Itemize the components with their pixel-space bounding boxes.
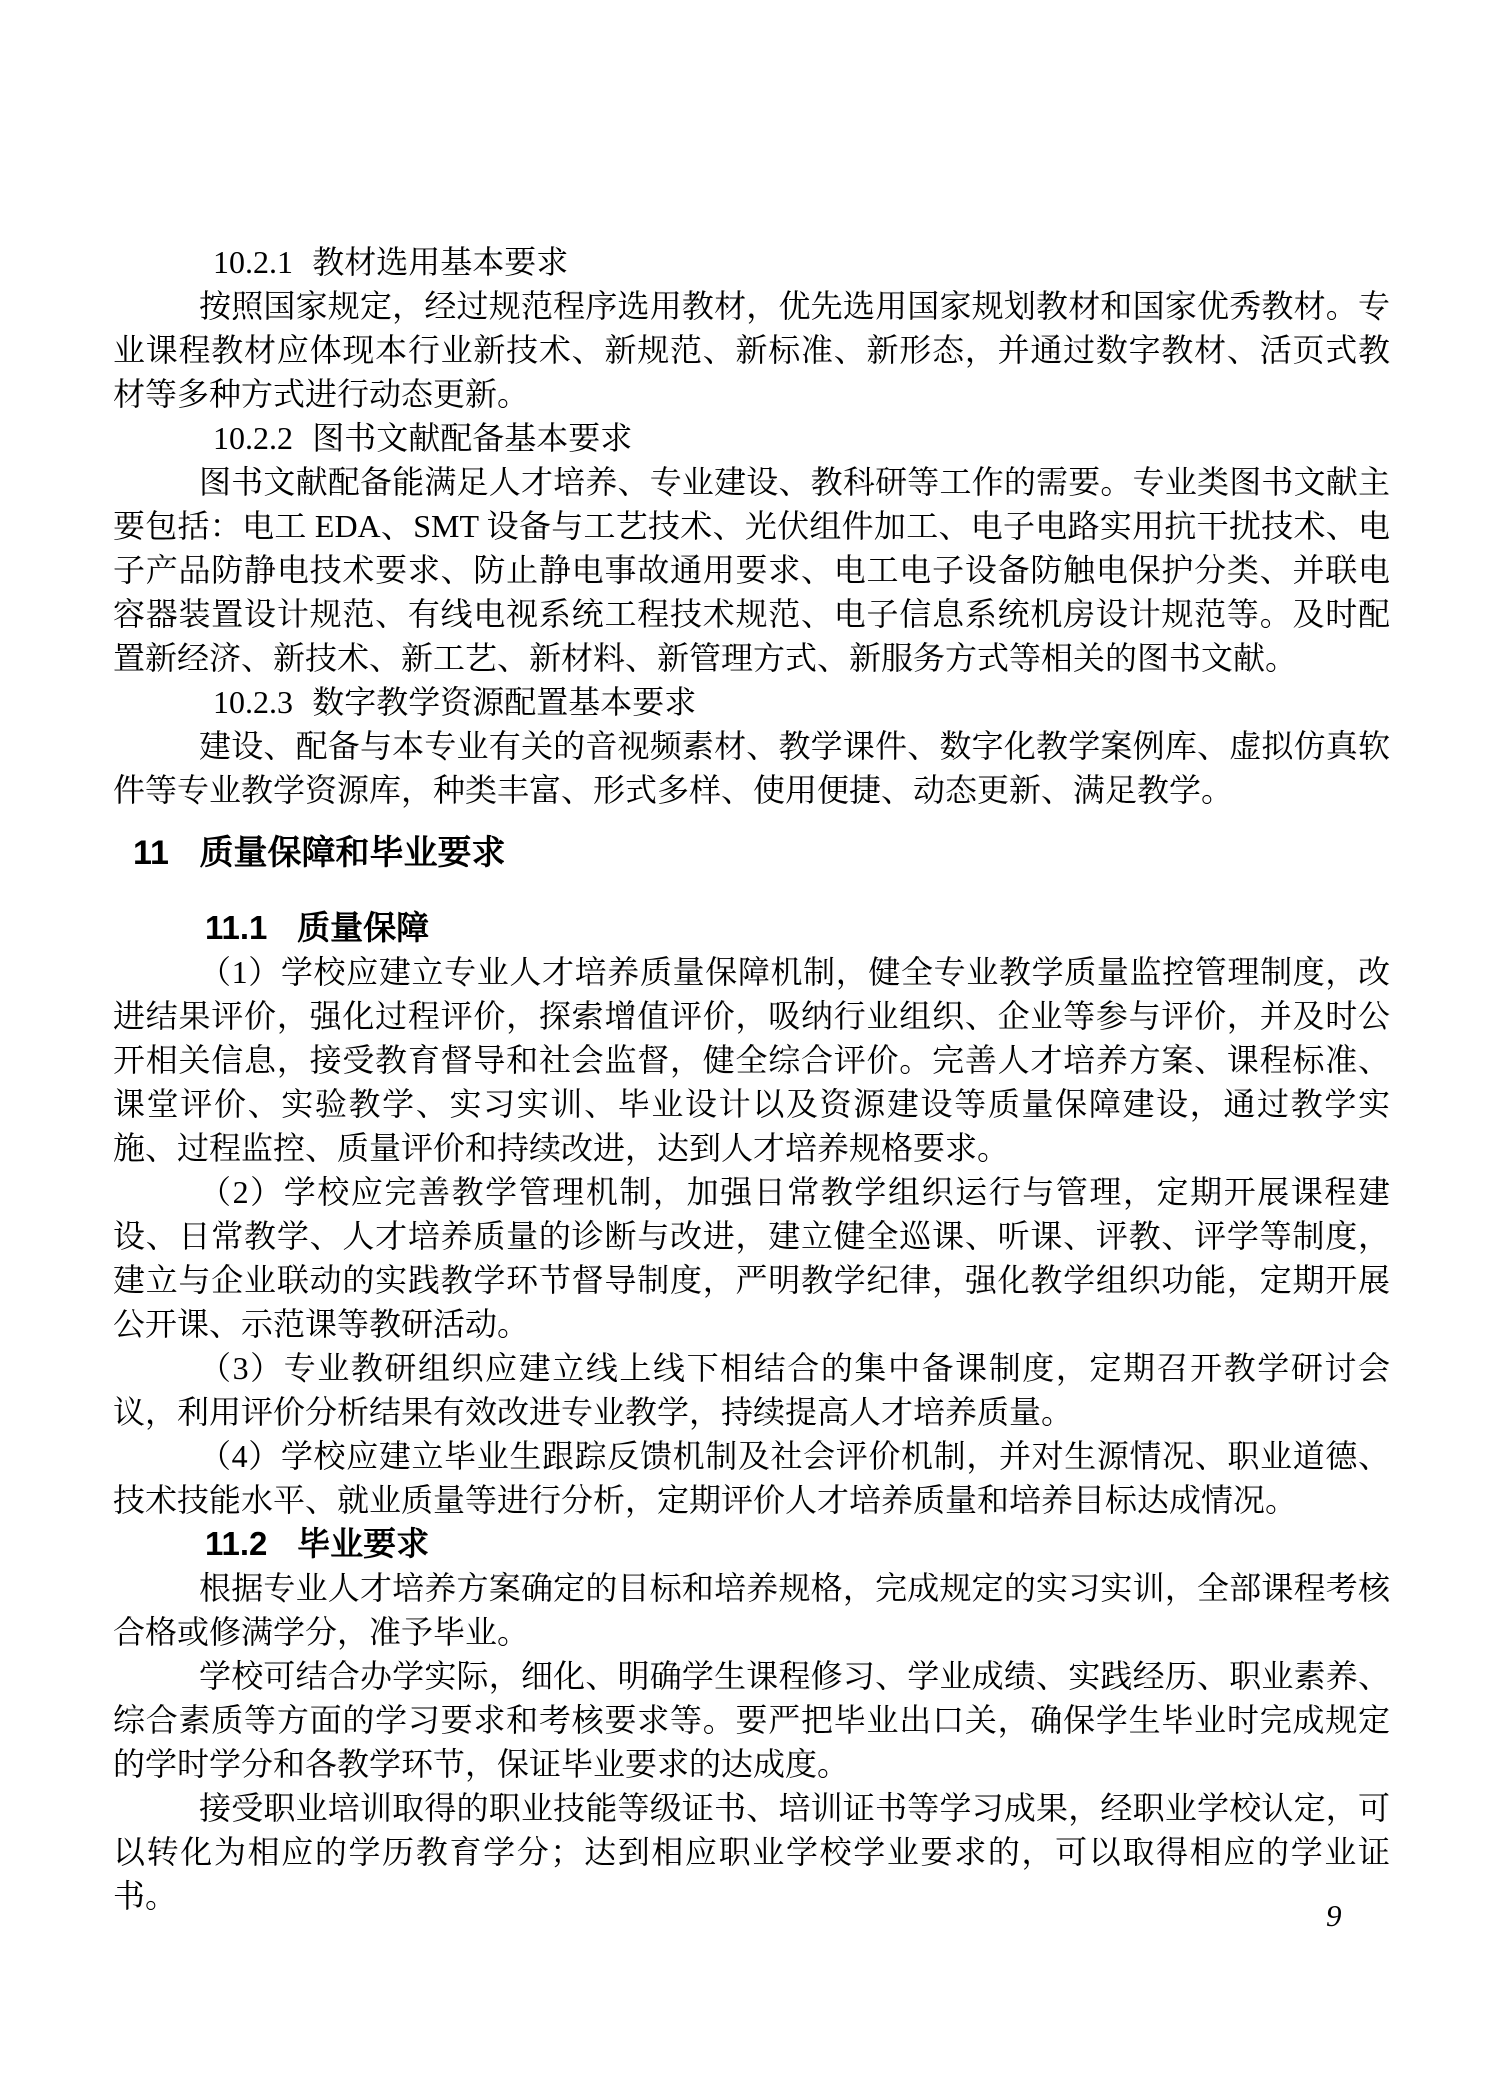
heading-title: 教材选用基本要求 [312,244,569,280]
paragraph: 按照国家规定，经过规范程序选用教材，优先选用国家规划教材和国家优秀教材。专业课程教材应体现本行业新技术、新规范、新标准、新形态，并通过数字教材、活页式教材等多种方式进行动态更新。 [113,288,1390,412]
section-heading-10-2-3 [113,680,1390,724]
section-heading-11 [113,828,1390,878]
heading-number: 11 [133,834,169,872]
section-heading-11-1 [113,906,1390,950]
heading-number: 10.2.3 [213,684,293,720]
section-heading-11-2 [113,1522,1390,1566]
heading-title: 数字教学资源配置基本要求 [312,684,697,720]
heading-number: 10.2.1 [213,244,293,280]
heading-title: 毕业要求 [297,1525,430,1562]
heading-title: 质量保障 [297,909,430,946]
paragraph: 图书文献配备能满足人才培养、专业建设、教科研等工作的需要。专业类图书文献主要包括：电工 EDA、SMT 设备与工艺技术、光伏组件加工、电子电路实用抗干扰技术、电子产品防静电技术要求、防止静电事故通用要求、电工电子设备防触电保护分类、并联电容器装置设计规范、有线电视系统工程技术规范、电子信息系统机房设计规范等。及时配置新经济、新技术、新工艺、新材料、新管理方式、新服务方式等相关的图书文献。 [113,464,1390,676]
paragraph: 根据专业人才培养方案确定的目标和培养规格，完成规定的实习实训，全部课程考核合格或修满学分，准予毕业。 [113,1570,1390,1650]
heading-number: 11.1 [205,909,268,946]
paragraph: （3）专业教研组织应建立线上线下相结合的集中备课制度，定期召开教学研讨会议，利用评价分析结果有效改进专业教学，持续提高人才培养质量。 [113,1350,1390,1430]
section-heading-10-2-1 [113,240,1390,284]
paragraph: 学校可结合办学实际，细化、明确学生课程修习、学业成绩、实践经历、职业素养、综合素质等方面的学习要求和考核要求等。要严把毕业出口关，确保学生毕业时完成规定的学时学分和各教学环节，保证毕业要求的达成度。 [113,1658,1390,1782]
section-heading-10-2-2 [113,416,1390,460]
page-content [113,240,1390,1918]
paragraph: 接受职业培训取得的职业技能等级证书、培训证书等学习成果，经职业学校认定，可以转化为相应的学历教育学分；达到相应职业学校学业要求的，可以取得相应的学业证书。 [113,1790,1390,1914]
paragraph: 建设、配备与本专业有关的音视频素材、教学课件、数字化教学案例库、虚拟仿真软件等专业教学资源库，种类丰富、形式多样、使用便捷、动态更新、满足教学。 [113,728,1390,808]
heading-title: 质量保障和毕业要求 [199,834,506,872]
paragraph: （2）学校应完善教学管理机制，加强日常教学组织运行与管理，定期开展课程建设、日常教学、人才培养质量的诊断与改进，建立健全巡课、听课、评教、评学等制度，建立与企业联动的实践教学环节督导制度，严明教学纪律，强化教学组织功能，定期开展公开课、示范课等教研活动。 [113,1174,1390,1342]
paragraph: （4）学校应建立毕业生跟踪反馈机制及社会评价机制，并对生源情况、职业道德、技术技能水平、就业质量等进行分析，定期评价人才培养质量和培养目标达成情况。 [113,1438,1390,1518]
heading-title: 图书文献配备基本要求 [312,420,633,456]
page-number: 9 [1326,1898,1342,1933]
paragraph: （1）学校应建立专业人才培养质量保障机制，健全专业教学质量监控管理制度，改进结果评价，强化过程评价，探索增值评价，吸纳行业组织、企业等参与评价，并及时公开相关信息，接受教育督导和社会监督，健全综合评价。完善人才培养方案、课程标准、课堂评价、实验教学、实习实训、毕业设计以及资源建设等质量保障建设，通过教学实施、过程监控、质量评价和持续改进，达到人才培养规格要求。 [113,954,1390,1166]
heading-number: 10.2.2 [213,420,293,456]
heading-number: 11.2 [205,1525,268,1562]
